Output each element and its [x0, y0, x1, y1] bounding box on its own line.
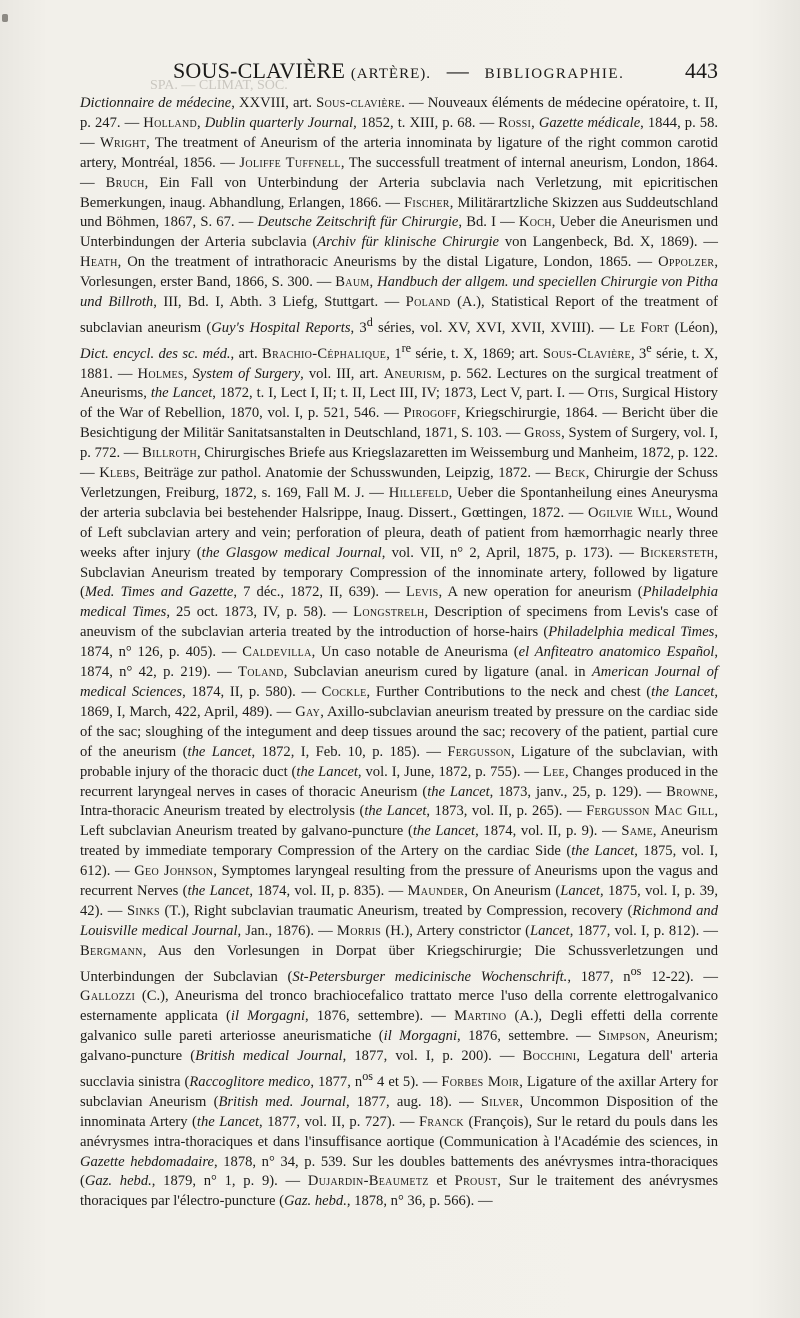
author-name: Proust	[454, 1173, 498, 1190]
running-header	[80, 58, 718, 86]
journal-title: Philadelphia medical Times	[548, 624, 715, 641]
journal-title: Dictionnaire de médecine	[80, 95, 232, 111]
journal-title: the Lancet	[196, 1113, 260, 1130]
author-name: Browne	[666, 783, 715, 800]
journal-title: Guy's Hospital Reports	[211, 319, 351, 336]
header-title: SOUS-CLAVIÈRE	[173, 58, 346, 83]
author-name: Gay	[295, 703, 321, 720]
author-name: Longstrelh	[353, 604, 425, 621]
header-section: BIBLIOGRAPHIE.	[484, 66, 625, 82]
author-name: Sinks	[126, 902, 160, 919]
author-name: Geo Johnson	[134, 863, 214, 880]
author-name: Holmes	[137, 365, 184, 382]
author-name: Beck	[554, 465, 586, 482]
author-name: Otis	[587, 385, 615, 402]
author-name: Wright	[99, 134, 147, 151]
journal-title: Med. Times and Gazette	[84, 584, 234, 601]
author-name: Franck	[419, 1113, 464, 1130]
journal-title: Raccoglitore medico	[189, 1073, 311, 1090]
journal-title: Lancet	[560, 883, 600, 900]
author-name: Heath	[80, 254, 118, 271]
author-name: Morris	[336, 922, 382, 939]
superscript: os	[362, 1069, 373, 1084]
journal-title: American Journal of medical Sciences	[80, 664, 718, 700]
author-name: Pirogoff	[403, 405, 457, 422]
journal-title: British med. Journal	[218, 1093, 346, 1110]
journal-title: Philadelphia medical Times	[80, 584, 719, 621]
page-number: 443	[685, 58, 718, 83]
journal-title: Gazette médicale	[538, 114, 641, 131]
journal-title: the Glasgow medical Journal	[201, 544, 382, 561]
author-name: Bocchini	[522, 1048, 577, 1065]
author-name: Lee	[542, 763, 565, 780]
journal-title: Deutsche Zeitschrift für Chirurgie	[257, 214, 459, 231]
author-name: Dujardin-Beaumetz	[307, 1173, 429, 1190]
journal-title: the Lancet	[296, 763, 358, 780]
author-name: Bickersteth	[640, 544, 715, 561]
author-name: Le Fort	[619, 319, 670, 336]
journal-title: Lancet	[529, 922, 570, 939]
journal-title: the Lancet	[571, 843, 635, 860]
journal-title: Gaz. hebd.	[84, 1173, 152, 1190]
author-name: Simpson	[598, 1028, 647, 1045]
journal-title: el Anfiteatro anatomico Español	[518, 644, 715, 661]
superscript: os	[630, 963, 642, 978]
bibliography-text: Dictionnaire de médecine, XXVIII, art. Sous-clavière. — Nouveaux éléments de médecine opératoire, t. II, p. 247. — Holland, Dublin quarterly Journal, 1852, t. XIII, p. 68. — Rossi, Gazette médicale, 1844, p. 58. — Wright, The treatment of Aneurism of the arteria innominata by ligature of the right common carotid artery, Montréal, 1856. — Joliffe Tuffnell, The successfull treatment of internal aneurism, London, 1864. — Bruch, Ein Fall von Unterbindung der Arteria subclavia nach Verletzung, mit epicritischen Bemerkungen, inaug. Abhandlung, Erlangen, 1866. — Fischer, Militärartzliche Skizzen aus Suddeutschland und Böhmen, 1867, S. 67. — Deutsche Zeitschrift für Chirurgie, Bd. I — Koch, Ueber die Aneurismen und Unterbindungen der Arteria subclavia (Archiv für klinische Chirurgie von Langenbeck, Bd. X, 1869). — Heath, On the treatment of intrathoracic Aneurisms by the distal Ligature, London, 1865. — Oppolzer, Vorlesungen, erster Band, 1866, S. 300. — Baum, Handbuch der allgem. und speciellen Chirurgie von Pitha und Billroth, III, Bd. I, Abth. 3 Liefg, Stuttgart. — Poland (A.), Statistical Report of the treatment of subclavian aneurism (Guy's Hospital Reports, 3$^d$ séries, vol. XV, XVI, XVII, XVIII). — Le Fort (Léon), Dict. encycl. des sc. méd., art. Brachio-Céphalique, 1re série, t. X, 1869; art. Sous-Clavière, 3e série, t. X, 1881. — Holmes, System of Surgery, vol. III, art. Aneurism, p. 562. Lectures on the surgical treatment of Aneurisms, the Lancet, 1872, t. I, Lect I, II; t. II, Lect III, IV; 1873, Lect V, part. I. — Otis, Surgical History of the War of Rebellion, 1870, vol. I, p. 521, 546. — Pirogoff, Kriegschirurgie, 1864. — Bericht über die Besichtigung der Militär Sanitatsanstalten in Deutschland, 1871, S. 103. — Gross, System of Surgery, vol. I, p. 772. — Billroth, Chirurgisches Briefe aus Kriegslazaretten im Weissemburg und Manheim, 1872, p. 122. — Klebs, Beiträge zur pathol. Anatomie der Schusswunden, Leipzig, 1872. — Beck, Chirurgie der Schuss Verletzungen, Freiburg, 1872, s. 169, Fall M. J. — Hillefeld, Ueber die Spontanheilung eines Aneurysma der arteria subclavia bei bestehender Halsrippe, Inaug. Dissert., Gœttingen, 1872. — Ogilvie Will, Wound of Left subclavian artery and vein; perforation of pleura, death of patient from hæmorrhagic nearly three weeks after injury (the Glasgow medical Journal, vol. VII, n° 2, April, 1875, p. 173). — Bickersteth, Subclavian Aneurism treated by temporary Compression of the innominate artery, followed by ligature (Med. Times and Gazette, 7 déc., 1872, II, 639). — Levis, A new operation for aneurism (Philadelphia medical Times, 25 oct. 1873, IV, p. 58). — Longstrelh, Description of specimens from Levis's case of aneuvism of the subclavian arteria treated by the introduction of horse-hairs (Philadelphia medical Times, 1874, n° 126, p. 405). — Caldevilla, Un caso notable de Aneurisma (el Anfiteatro anatomico Español, 1874, n° 42, p. 219). — Toland, Subclavian aneurism cured by ligature (anal. in American Journal of medical Sciences, 1874, II, p. 580). — Cockle, Further Contributions to the neck and chest (the Lancet, 1869, I, March, 422, April, 489). — Gay, Axillo-subclavian aneurism treated by pressure on the cardiac side of the sac; sloughing of the integument and deep tissues around the sac; recovery of the patient, partial cure of the aneurism (the Lancet, 1872, I, Feb. 10, p. 185). — Fergusson, Ligature of the subclavian, with probable injury of the thoracic duct (the Lancet, vol. I, June, 1872, p. 755). — Lee, Changes produced in the recurrent laryngeal nerves in cases of thoracic Aneurism (the Lancet, 1873, janv., 25, p. 129). — Browne, Intra-thoracic Aneurism treated by electrolysis (the Lancet, 1873, vol. II, p. 265). — Fergusson Mac Gill, Left subclavian Aneurism treated by galvano-puncture (the Lancet, 1874, vol. II, p. 9). — Same, Aneurism treated by immediate temporary Compression of the Artery on the cardiac Side (the Lancet, 1875, vol. I, 612). — Geo Johnson, Symptomes laryngeal resulting from the pressure of Aneurisms upon the vagus and recurrent Nerves (the Lancet, 1874, vol. II, p. 835). — Maunder, On Aneurism (Lancet, 1875, vol. I, p. 39, 42). — Sinks (T.), Right subclavian traumatic Aneurism, treated by Compression, recovery (Richmond and Louisville medical Journal, Jan., 1876). — Morris (H.), Artery constrictor (Lancet, 1877, vol. I, p. 812). — Bergmann, Aus den Vorlesungen in Dorpat über Kriegschirurgie; Die Schussverletzungen und Unterbindungen der Subclavian (St-Petersburger medicinische Wochenschrift., 1877, $n^{os}$ 12-22). — Gallozzi (C.), Aneurisma del tronco brachiocefalico trattato merce l'uso della corrente elettrogalvanico esternamente applicata (il Morgagni, 1876, settembre). — Martino (A.), Degli effetti della corrente galvanico sulle pareti arteriosse aneurismatiche (il Morgagni, 1876, settembre. — Simpson, Aneurism; galvano-puncture (British medical Journal, 1877, vol. I, p. 200). — Bocchini, Legatura dell' arteria succlavia sinistra (Raccoglitore medico, 1877, $n^{os}$ 4 et 5). — Forbes Moir, Ligature of the axillar Artery for subclavian Aneurism (British med. Journal, 1877, aug. 18). — Silver, Uncommon Disposition of the innominata Artery (the Lancet, 1877, vol. II, p. 727). — Franck (François), Sur le retard du pouls dans les anévrysmes intra-thoraciques et dans l'insuffisance aortique (Communication à l'Académie des sciences, in Gazette hebdomadaire, 1878, n° 34, p. 539. Sur les doubles battements des anévrysmes intra-thoraciques (Gaz. hebd., 1879, n° 1, p. 9). — Dujardin-Beaumetz et Proust, Sur le traitement des anévrysmes thoraciques par l'électro-puncture (Gaz. hebd., 1878, n° 36, p. 566). —	[80, 95, 719, 1210]
header-artere: (ARTÈRE).	[350, 66, 431, 82]
bleed-through-text: SPA. — CLIMAT, SOC.	[150, 78, 288, 93]
author-name: Levis	[405, 584, 439, 601]
author-name: Koch	[518, 214, 552, 231]
journal-title: Richmond and Louisville medical Journal	[80, 902, 719, 939]
author-name: Bruch	[105, 174, 145, 191]
journal-title: the Lancet	[412, 823, 476, 840]
author-name: Forbes Moir	[441, 1073, 520, 1090]
journal-title: the Lancet	[187, 743, 252, 760]
author-name: Silver	[480, 1093, 520, 1110]
author-name: Joliffe Tuffnell	[239, 154, 341, 171]
author-name: Klebs	[99, 465, 136, 482]
page-spot	[2, 14, 8, 22]
journal-title: il Morgagni	[230, 1008, 306, 1025]
author-name: Hillefeld	[388, 484, 449, 501]
journal-title: Gazette hebdomadaire	[80, 1153, 214, 1170]
author-name: Holland	[143, 114, 197, 131]
journal-title: Handbuch der allgem. und speciellen Chirurgie von Pitha und Billroth	[80, 274, 719, 311]
author-name: Baum	[335, 274, 370, 291]
journal-title: the Lancet	[651, 684, 715, 700]
journal-title: the Lancet	[187, 883, 250, 900]
author-name: Bergmann	[80, 942, 143, 959]
journal-title: St-Petersburger medicinische Wochenschrift.	[292, 968, 568, 985]
journal-title: Gaz. hebd.	[284, 1193, 347, 1210]
author-name: Sous-Clavière	[542, 345, 631, 362]
author-name: Fergusson	[447, 743, 511, 760]
author-name: Poland	[405, 294, 451, 311]
journal-title: Dublin quarterly Journal	[204, 114, 354, 131]
author-name: Gross	[524, 425, 562, 442]
journal-title: Archiv für klinische Chirurgie	[317, 234, 500, 251]
journal-title: the Lancet	[427, 783, 490, 800]
author-name: Martino	[454, 1008, 507, 1025]
author-name: Billroth	[142, 445, 197, 462]
journal-title: il Morgagni	[383, 1028, 458, 1045]
author-name: Aneurism	[383, 365, 442, 382]
author-name: Fergusson Mac Gill	[586, 803, 715, 820]
author-name: Caldevilla	[242, 644, 312, 661]
superscript: re	[401, 340, 412, 355]
journal-title: the Lancet	[364, 803, 427, 820]
journal-title: System of Surgery	[192, 365, 301, 382]
author-name: Rossi	[498, 114, 532, 131]
superscript: d	[366, 314, 373, 329]
running-title	[173, 58, 624, 84]
author-name: Gallozzi	[80, 988, 136, 1005]
author-name: Oppolzer	[658, 254, 715, 271]
author-name: Sous-clavière	[316, 95, 402, 111]
author-name: Same	[621, 823, 653, 840]
journal-title: British medical Journal	[195, 1048, 343, 1065]
superscript: e	[646, 340, 652, 355]
journal-title: the Lancet	[150, 385, 213, 402]
author-name: Cockle	[321, 684, 367, 700]
author-name: Toland	[237, 664, 284, 681]
author-name: Maunder	[407, 883, 465, 900]
journal-title: Dict. encycl. des sc. méd.	[80, 345, 231, 362]
author-name: Fischer	[403, 194, 450, 211]
author-name: Brachio-Céphalique	[262, 345, 387, 362]
header-dash: —	[446, 58, 469, 83]
author-name: Ogilvie Will	[587, 504, 669, 521]
